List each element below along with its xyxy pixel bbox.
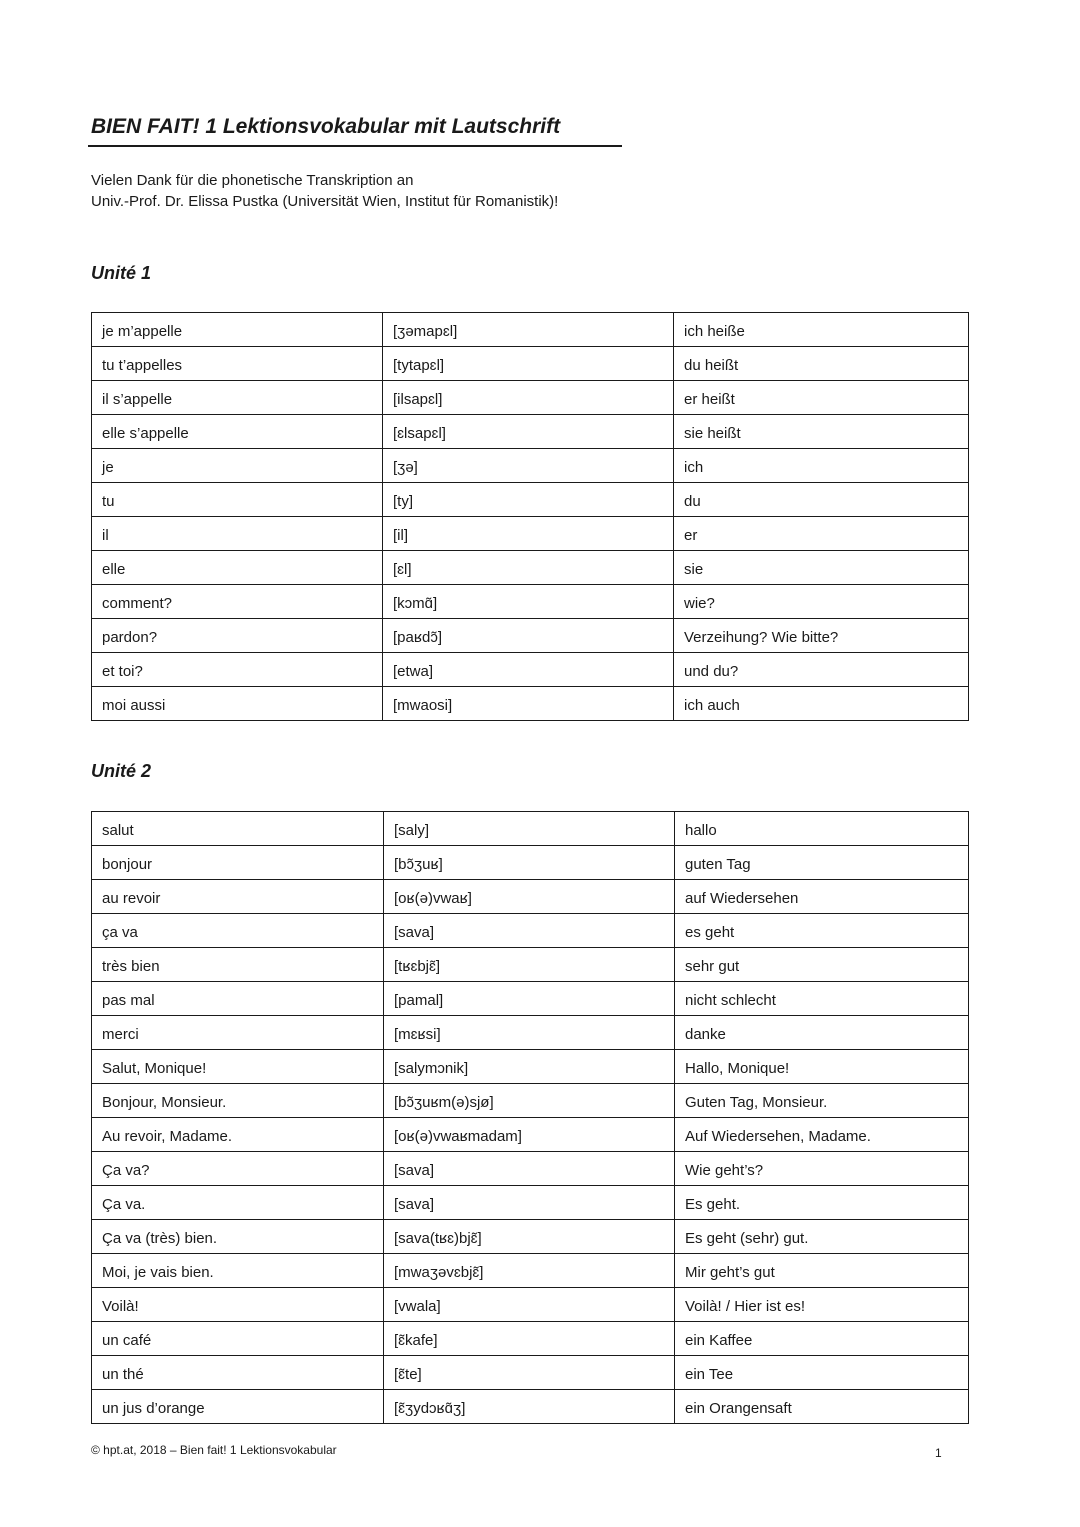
german-translation: hallo xyxy=(675,812,969,846)
phonetic-transcription: [etwa] xyxy=(383,653,674,687)
german-translation: Wie geht’s? xyxy=(675,1152,969,1186)
unit-1-heading: Unité 1 xyxy=(91,263,152,283)
german-translation: du heißt xyxy=(674,347,969,381)
french-term: moi aussi xyxy=(92,687,383,721)
unit-2-vocab-table xyxy=(91,811,969,1424)
table-row xyxy=(92,948,969,982)
french-term: Ça va? xyxy=(92,1152,384,1186)
table-row xyxy=(92,381,969,415)
french-term: ça va xyxy=(92,914,384,948)
table-row xyxy=(92,313,969,347)
phonetic-transcription: [oʁ(ə)vwaʁmadam] xyxy=(384,1118,675,1152)
german-translation: es geht xyxy=(675,914,969,948)
german-translation: danke xyxy=(675,1016,969,1050)
table-row xyxy=(92,1152,969,1186)
french-term: comment? xyxy=(92,585,383,619)
german-translation: Auf Wiedersehen, Madame. xyxy=(675,1118,969,1152)
acknowledgement-line-2: Univ.-Prof. Dr. Elissa Pustka (Universität Wien, Institut für Romanistik)! xyxy=(91,193,559,210)
german-translation: auf Wiedersehen xyxy=(675,880,969,914)
german-translation: ein Orangensaft xyxy=(675,1390,969,1424)
french-term: très bien xyxy=(92,948,384,982)
table-row xyxy=(92,653,969,687)
phonetic-transcription: [ɛl] xyxy=(383,551,674,585)
table-row xyxy=(92,449,969,483)
unit-1-vocab-table xyxy=(91,312,969,721)
french-term: Ça va (très) bien. xyxy=(92,1220,384,1254)
phonetic-transcription: [vwala] xyxy=(384,1288,675,1322)
page-number: 1 xyxy=(935,1446,942,1460)
phonetic-transcription: [ɛ̃ʒydɔʁɑ̃ʒ] xyxy=(384,1390,675,1424)
french-term: Voilà! xyxy=(92,1288,384,1322)
phonetic-transcription: [mɛʁsi] xyxy=(384,1016,675,1050)
phonetic-transcription: [ilsapɛl] xyxy=(383,381,674,415)
table-row xyxy=(92,1186,969,1220)
phonetic-transcription: [ty] xyxy=(383,483,674,517)
german-translation: sehr gut xyxy=(675,948,969,982)
table-row xyxy=(92,1254,969,1288)
german-translation: nicht schlecht xyxy=(675,982,969,1016)
table-row xyxy=(92,846,969,880)
acknowledgement-line-1: Vielen Dank für die phonetische Transkription an xyxy=(91,172,414,189)
phonetic-transcription: [bɔ̃ʒuʁm(ə)sjø] xyxy=(384,1084,675,1118)
phonetic-transcription: [ɛlsapɛl] xyxy=(383,415,674,449)
table-row xyxy=(92,687,969,721)
table-row xyxy=(92,1322,969,1356)
table-row xyxy=(92,1288,969,1322)
german-translation: und du? xyxy=(674,653,969,687)
german-translation: sie heißt xyxy=(674,415,969,449)
french-term: un café xyxy=(92,1322,384,1356)
german-translation: ein Tee xyxy=(675,1356,969,1390)
table-row xyxy=(92,982,969,1016)
phonetic-transcription: [saly] xyxy=(384,812,675,846)
french-term: et toi? xyxy=(92,653,383,687)
french-term: Moi, je vais bien. xyxy=(92,1254,384,1288)
french-term: Au revoir, Madame. xyxy=(92,1118,384,1152)
french-term: il s’appelle xyxy=(92,381,383,415)
phonetic-transcription: [ʒə] xyxy=(383,449,674,483)
phonetic-transcription: [sava] xyxy=(384,1152,675,1186)
german-translation: Hallo, Monique! xyxy=(675,1050,969,1084)
french-term: il xyxy=(92,517,383,551)
french-term: bonjour xyxy=(92,846,384,880)
german-translation: sie xyxy=(674,551,969,585)
phonetic-transcription: [mwaʒəvɛbjɛ̃] xyxy=(384,1254,675,1288)
german-translation: guten Tag xyxy=(675,846,969,880)
title-underline xyxy=(88,145,622,147)
french-term: au revoir xyxy=(92,880,384,914)
phonetic-transcription: [tʁɛbjɛ̃] xyxy=(384,948,675,982)
phonetic-transcription: [ɛ̃kafe] xyxy=(384,1322,675,1356)
german-translation: Verzeihung? Wie bitte? xyxy=(674,619,969,653)
french-term: je m’appelle xyxy=(92,313,383,347)
table-row xyxy=(92,1050,969,1084)
phonetic-transcription: [bɔ̃ʒuʁ] xyxy=(384,846,675,880)
french-term: tu xyxy=(92,483,383,517)
phonetic-transcription: [pamal] xyxy=(384,982,675,1016)
phonetic-transcription: [sava] xyxy=(384,914,675,948)
unit-2-heading: Unité 2 xyxy=(91,761,152,781)
table-row xyxy=(92,619,969,653)
french-term: salut xyxy=(92,812,384,846)
french-term: Ça va. xyxy=(92,1186,384,1220)
table-row xyxy=(92,585,969,619)
table-row xyxy=(92,483,969,517)
german-translation: er xyxy=(674,517,969,551)
german-translation: er heißt xyxy=(674,381,969,415)
german-translation: ich xyxy=(674,449,969,483)
german-translation: du xyxy=(674,483,969,517)
french-term: un jus d’orange xyxy=(92,1390,384,1424)
phonetic-transcription: [mwaosi] xyxy=(383,687,674,721)
phonetic-transcription: [kɔmɑ̃] xyxy=(383,585,674,619)
phonetic-transcription: [tytapɛl] xyxy=(383,347,674,381)
table-row xyxy=(92,1084,969,1118)
phonetic-transcription: [ɛ̃te] xyxy=(384,1356,675,1390)
phonetic-transcription: [paʁdɔ̃] xyxy=(383,619,674,653)
german-translation: Voilà! / Hier ist es! xyxy=(675,1288,969,1322)
table-row xyxy=(92,517,969,551)
german-translation: Guten Tag, Monsieur. xyxy=(675,1084,969,1118)
german-translation: ich auch xyxy=(674,687,969,721)
german-translation: ein Kaffee xyxy=(675,1322,969,1356)
french-term: elle xyxy=(92,551,383,585)
table-row xyxy=(92,551,969,585)
german-translation: Mir geht’s gut xyxy=(675,1254,969,1288)
german-translation: ich heiße xyxy=(674,313,969,347)
french-term: merci xyxy=(92,1016,384,1050)
german-translation: Es geht. xyxy=(675,1186,969,1220)
french-term: Bonjour, Monsieur. xyxy=(92,1084,384,1118)
table-row xyxy=(92,347,969,381)
table-row xyxy=(92,880,969,914)
german-translation: Es geht (sehr) gut. xyxy=(675,1220,969,1254)
document-title: BIEN FAIT! 1 Lektionsvokabular mit Lautschrift xyxy=(91,115,561,138)
footer-copyright: © hpt.at, 2018 – Bien fait! 1 Lektionsvokabular xyxy=(91,1443,337,1457)
table-row xyxy=(92,914,969,948)
french-term: je xyxy=(92,449,383,483)
french-term: elle s’appelle xyxy=(92,415,383,449)
phonetic-transcription: [ʒəmapɛl] xyxy=(383,313,674,347)
french-term: un thé xyxy=(92,1356,384,1390)
french-term: tu t’appelles xyxy=(92,347,383,381)
table-row xyxy=(92,812,969,846)
acknowledgement xyxy=(91,170,558,212)
table-row xyxy=(92,1390,969,1424)
phonetic-transcription: [oʁ(ə)vwaʁ] xyxy=(384,880,675,914)
french-term: Salut, Monique! xyxy=(92,1050,384,1084)
phonetic-transcription: [il] xyxy=(383,517,674,551)
phonetic-transcription: [salymɔnik] xyxy=(384,1050,675,1084)
phonetic-transcription: [sava(tʁɛ)bjɛ̃] xyxy=(384,1220,675,1254)
phonetic-transcription: [sava] xyxy=(384,1186,675,1220)
german-translation: wie? xyxy=(674,585,969,619)
table-row xyxy=(92,1016,969,1050)
french-term: pas mal xyxy=(92,982,384,1016)
table-row xyxy=(92,1118,969,1152)
table-row xyxy=(92,1356,969,1390)
french-term: pardon? xyxy=(92,619,383,653)
table-row xyxy=(92,415,969,449)
table-row xyxy=(92,1220,969,1254)
